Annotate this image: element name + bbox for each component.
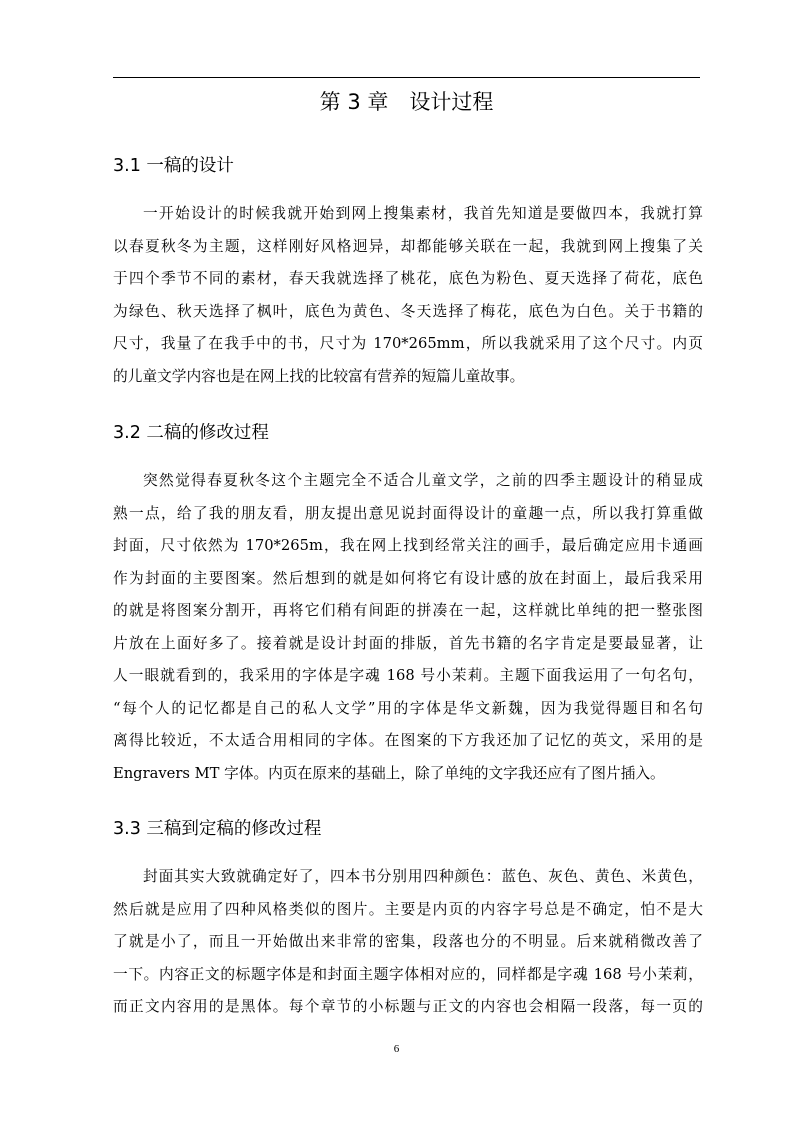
text-line: 以春夏秋冬为主题，这样刚好风格迥异，却都能够关联在一起，我就到网上搜集了关 [113,237,703,255]
text-line: 片放在上面好多了。接着就是设计封面的排版，首先书籍的名字肯定是要最显著，让 [113,634,703,652]
section-3-1-paragraph [113,198,703,393]
text-line: 一开始设计的时候我就开始到网上搜集素材，我首先知道是要做四本，我就打算 [143,205,703,222]
text-line: Engravers MT 字体。内页在原来的基础上，除了单纯的文字我还应有了图片插入。 [113,764,665,782]
text-line: “每个人的记忆都是自己的私人文学”用的字体是华文新魏，因为我觉得题目和名句 [113,699,703,717]
text-line: 一下。内容正文的标题字体是和封面主题字体相对应的，同样都是字魂 168 号小茉莉， [113,965,703,983]
header-rule [113,77,700,78]
text-line: 封面其实大致就确定好了，四本书分别用四种颜色：蓝色、灰色、黄色、米黄色， [143,868,703,885]
text-line: 封面，尺寸依然为 170*265m，我在网上找到经常关注的画手，最后确定应用卡通画 [113,537,703,554]
text-line: 的儿童文学内容也是在网上找的比较富有营养的短篇儿童故事。 [113,367,525,385]
text-line: 离得比较近，不太适合用相同的字体。在图案的下方我还加了记忆的英文，采用的是 [113,732,703,749]
section-heading-3-3: 3.3 三稿到定稿的修改过程 [113,819,322,839]
text-line: 作为封面的主要图案。然后想到的就是如何将它有设计感的放在封面上，最后我采用 [113,569,703,587]
text-line: 的就是将图案分割开，再将它们稍有间距的拼凑在一起，这样就比单纯的把一整张图 [113,602,703,619]
text-line: 尺寸，我量了在我手中的书，尺寸为 170*265mm，所以我就采用了这个尺寸。内页 [113,335,703,352]
text-line: 于四个季节不同的素材，春天我就选择了桃花，底色为粉色、夏天选择了荷花，底色 [113,270,703,287]
text-line: 突然觉得春夏秋冬这个主题完全不适合儿童文学，之前的四季主题设计的稍显成 [143,472,703,489]
page-number: 6 [393,1043,400,1055]
text-line: 人一眼就看到的，我采用的字体是字魂 168 号小茉莉。主题下面我运用了一句名句， [113,667,703,684]
section-heading-3-1: 3.1 一稿的设计 [113,156,234,176]
section-3-2-paragraph [113,465,703,790]
text-line: 为绿色、秋天选择了枫叶，底色为黄色、冬天选择了梅花，底色为白色。关于书籍的 [113,302,703,320]
section-3-3-paragraph [113,861,703,1024]
section-heading-3-2: 3.2 二稿的修改过程 [113,423,269,443]
text-line: 熟一点，给了我的朋友看，朋友提出意见说封面得设计的童趣一点，所以我打算重做 [113,504,703,522]
chapter-title: 第 3 章 设计过程 [319,90,494,114]
text-line: 然后就是应用了四种风格类似的图片。主要是内页的内容字号总是不确定，怕不是大 [113,900,703,918]
text-line: 了就是小了，而且一开始做出来非常的密集，段落也分的不明显。后来就稍微改善了 [113,933,703,950]
text-line: 而正文内容用的是黑体。每个章节的小标题与正文的内容也会相隔一段落，每一页的 [113,998,703,1015]
